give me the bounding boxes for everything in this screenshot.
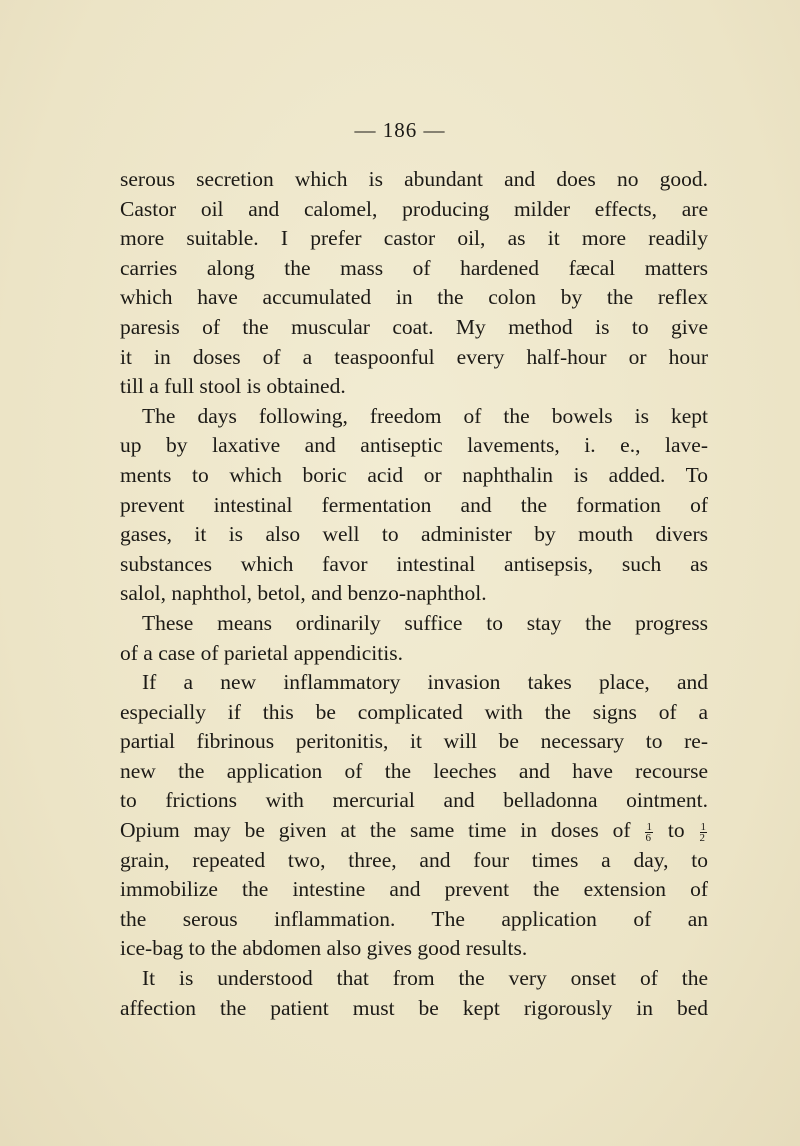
text-line: It is understood that from the very onset of the (142, 966, 708, 991)
text-line: especially if this be complicated with the signs of a (120, 699, 708, 724)
text-line: substances which favor intestinal antisepsis, such as (120, 551, 708, 576)
text-line: more suitable. I prefer castor oil, as it more readily (120, 226, 708, 251)
text-line: up by laxative and antiseptic lavements, i. e., lave- (120, 433, 708, 458)
fraction-denominator: 2 (699, 832, 705, 845)
fraction (645, 822, 653, 843)
text-line: the serous inflammation. The application of an (120, 906, 708, 931)
text-segment: to (653, 818, 699, 843)
fraction-denominator: 6 (645, 832, 651, 845)
text-line: The days following, freedom of the bowels is kept (142, 403, 708, 428)
text-line: ice-bag to the abdomen also gives good results. (120, 936, 528, 961)
text-line: grain, repeated two, three, and four times a day, to (120, 847, 708, 872)
text-line: gases, it is also well to administer by mouth divers (120, 522, 708, 547)
text-line: new the application of the leeches and have recourse (120, 758, 708, 783)
text-line: If a new inflammatory invasion takes place, and (142, 670, 708, 695)
text-line: ments to which boric acid or naphthalin is added. To (120, 462, 708, 487)
text-line: affection the patient must be kept rigorously in bed (120, 995, 708, 1020)
text-line: Castor oil and calomel, producing milder effects, are (120, 196, 708, 221)
fraction-numerator: 1 (646, 821, 652, 834)
page-number: — 186 — (354, 118, 446, 142)
text-line: partial fibrinous peritonitis, it will be necessary to re- (120, 729, 708, 754)
body-text (120, 165, 708, 1023)
fraction-numerator: 1 (700, 821, 706, 834)
text-line (120, 816, 708, 846)
fraction (700, 822, 708, 843)
text-line: serous secretion which is abundant and does no good. (120, 167, 708, 191)
text-line: till a full stool is obtained. (120, 374, 346, 399)
text-line: to frictions with mercurial and belladonna ointment. (120, 788, 708, 813)
text-line: it in doses of a teaspoonful every half-hour or hour (120, 344, 708, 369)
text-line: of a case of parietal appendicitis. (120, 640, 403, 665)
text-line: carries along the mass of hardened fæcal matters (120, 255, 708, 280)
text-line: paresis of the muscular coat. My method is to give (120, 314, 708, 339)
text-line: salol, naphthol, betol, and benzo-naphthol. (120, 581, 487, 606)
text-segment: Opium may be given at the same time in doses of (120, 818, 645, 843)
text-line: These means ordinarily suffice to stay the progress (142, 610, 708, 635)
text-line: immobilize the intestine and prevent the extension of (120, 877, 708, 902)
text-line: prevent intestinal fermentation and the formation of (120, 492, 708, 517)
text-line: which have accumulated in the colon by the reflex (120, 285, 708, 310)
